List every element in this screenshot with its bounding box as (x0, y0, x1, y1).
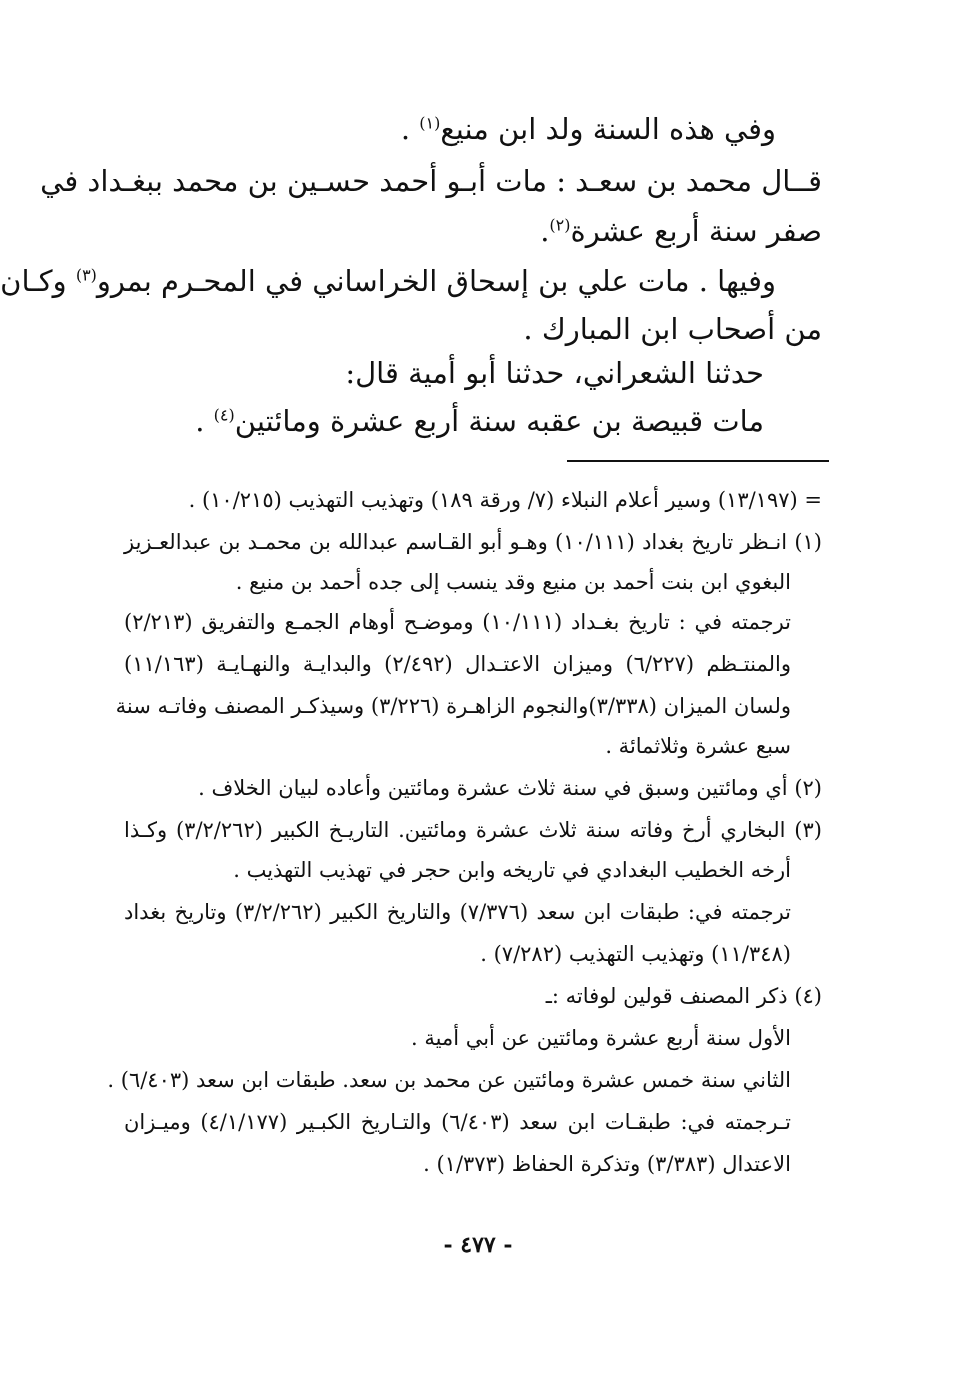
footnote-line: البغوي ابن بنت أحمد بن منيع وقد ينسب إلى جده أحمد بن منيع . (235, 570, 791, 594)
footnote-marker: (٣) (75, 265, 97, 285)
main-line-text: قــال محمد بن سعـد : مات أبـو أحمد حسـين بن محمد ببغـداد في (40, 164, 822, 198)
footnote-line: = (١٣/١٩٧) وسير أعلام النبلاء (٧/ ورقة ١٨٩) وتهذيب التهذيب (١٠/٢١٥) . (188, 488, 822, 512)
main-line-7 (195, 397, 764, 445)
main-line-text: وفيها . مات علي بن إسحاق الخراساني في المحـرم بمرو (96, 264, 776, 298)
footnote-marker: (٤) (213, 405, 235, 425)
main-line-text: حدثنا الشعراني، حدثنا أبو أمية قال: (345, 356, 764, 390)
footnote-line: ترجمته في : تاريخ بغـداد (١٠/١١١) وموضـح أوهام الجمـع والتفريق (٢/٢١٣) (124, 610, 791, 634)
main-line-3 (540, 207, 822, 255)
footnote-line: ولسان الميزان (٣/٣٣٨)والنجوم الزاهـرة (٣/٢٢٦) وسيذكـر المصنف وفاتـه سنة (115, 694, 791, 718)
main-line-6 (345, 349, 764, 397)
page-number: - ٤٧٧ - (443, 1232, 513, 1258)
footnote-line: الاعتدال (٣/٣٨٣) وتذكرة الحفاظ (١/٣٧٣) . (423, 1152, 791, 1176)
main-line-1 (401, 105, 776, 153)
footnote-marker: (٢) (549, 215, 571, 235)
main-line-text: من أصحاب ابن المبارك . (523, 312, 822, 346)
footnote-line: (٤) ذكر المصنف قولين لوفاته :ـ (545, 984, 822, 1008)
footnote-line: الثاني سنة خمس عشرة ومائتين عن محمد بن سعد. طبقات ابن سعد (٦/٤٠٣) . (107, 1068, 791, 1092)
footnote-line: (١) انـظر تاريخ بغداد (١٠/١١١) وهـو أبو القـاسم عبدالله بن محمـد بن عبدالعـزيز (124, 530, 822, 554)
footnote-separator (567, 460, 829, 462)
main-line-text: وفي هذه السنة ولد ابن منيع (440, 112, 776, 146)
main-line-4 (0, 257, 776, 305)
footnote-marker: (١) (419, 113, 441, 133)
footnote-line: سبع عشرة وثلاثمائة . (605, 734, 791, 758)
main-line-tail: . (540, 214, 550, 248)
footnote-line: الأول سنة أربع عشرة ومائتين عن أبي أمية . (411, 1026, 791, 1050)
footnote-line: (٣) البخاري أرخ وفاته سنة ثلاث عشرة ومائتين. التاريـخ الكبير (٣/٢/٢٦٢) وكـذا (124, 818, 822, 842)
main-line-2 (40, 157, 822, 205)
footnote-line: والمنتـظم (٦/٢٢٧) وميزان الاعتـدال (٢/٤٩٢) والبدايـة والنهـايـة (١١/١٦٣) (124, 652, 791, 676)
main-line-tail: وكـان (0, 264, 76, 298)
footnote-line: تـرجمته في: طبقـات ابن سعد (٦/٤٠٣) والتـاريخ الكبـير (٤/١/١٧٧) وميـزان (124, 1110, 791, 1134)
footnote-line: (٢) أي ومائتين وسبق في سنة ثلاث عشرة ومائتين وأعاده لبيان الخلاف . (198, 776, 822, 800)
main-line-tail: . (400, 112, 420, 146)
footnote-line: أرخه الخطيب البغدادي في تاريخه وابن حجر في تهذيب التهذيب . (233, 858, 791, 882)
main-line-text: صفر سنة أربع عشرة (570, 214, 822, 248)
main-line-tail: . (195, 404, 214, 438)
main-line-text: مات قبيصة بن عقبه سنة أربع عشرة ومائتين (234, 404, 764, 438)
footnote-line: ترجمته في: طبقات ابن سعد (٧/٣٧٦) والتاريخ الكبير (٣/٢/٢٦٢) وتاريخ بغداد (124, 900, 792, 924)
footnote-line: (١١/٣٤٨) وتهذيب التهذيب (٧/٢٨٢) . (480, 942, 791, 966)
main-line-5 (523, 305, 822, 353)
